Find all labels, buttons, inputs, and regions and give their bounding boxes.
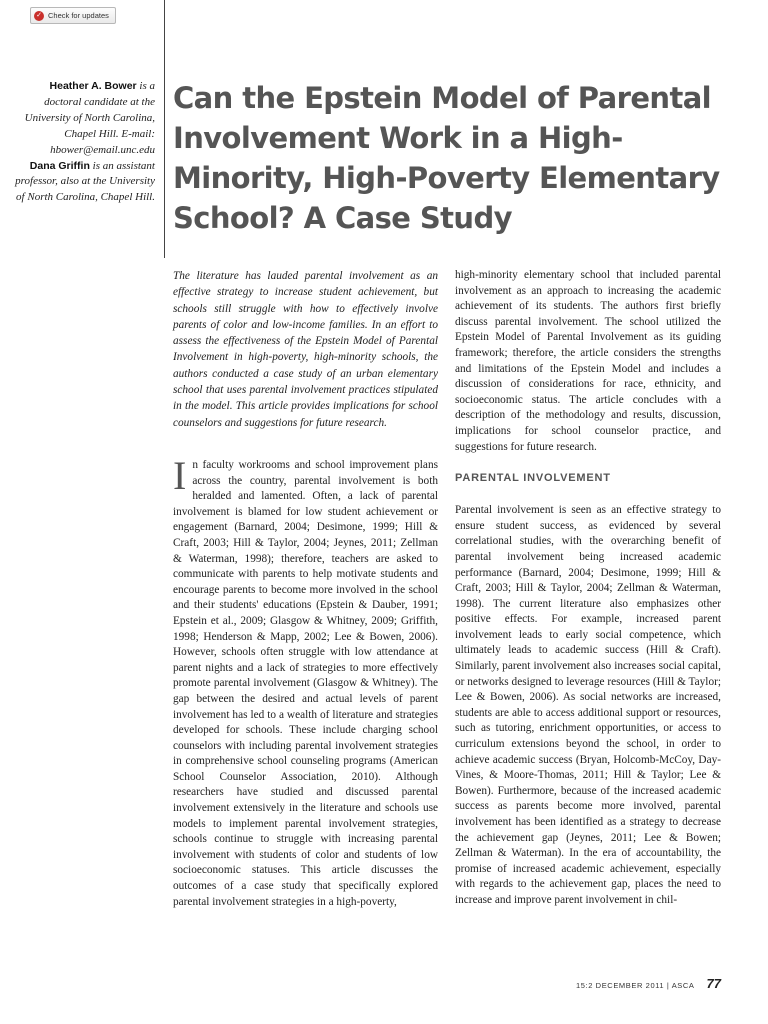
body-column-right — [455, 268, 721, 909]
section-paragraph: Parental involvement is seen as an effective strategy to ensure student success, as evidenced by several correlational studies, with the overarching benefit of parental involvement being increased academic performance (Barnard, 2004; Desimone, 1999; Hill & Craft, 2003; Hill & Taylor, 2004; Zellman & Waterman, 1998). The current literature also emphasizes other positive effects. For example, increased parent involvement leads to early social competence, which ultimately leads to academic success (Hill & Craft). Similarly, parent involvement also increases social capital, or networks designed to leverage resources (Hill & Taylor; Lee & Bowen, 2006). As social networks are increased, students are able to access additional support or resources, such as tutoring, enrichment opportunities, or access to curriculum extensions beyond the school, in order to achieve academic success (Bryan, Holcomb-McCoy, Day-Vines, & Moore-Thomas, 2011; Hill & Taylor; Lee & Bowen). Furthermore, because of the increased academic success as parents become more involved, parental involvement has been identified as a strategy to decrease the achievement gap (Jeynes, 2011; Lee & Bowen; Zellman & Waterman). In the era of accountability, the promise of increased academic achievement, especially with regards to the achievement gap, places the need to increase and improve parent involvement in chil- — [455, 504, 721, 906]
page-number: 77 — [706, 976, 721, 991]
abstract: The literature has lauded parental involvement as an effective strategy to increase student achievement, but schools still struggle with how to effectively involve parents of color and low-income families. In an effort to assess the effectiveness of the Epstein Model of Parental Involvement in high-poverty, high-minority schools, the authors conducted a case study of an urban elementary school that uses parental involvement practices stipulated in the model. This article provides implications for school counselors and suggestions for future research. — [173, 270, 438, 429]
check-for-updates-button[interactable] — [30, 7, 116, 24]
section-heading: PARENTAL INVOLVEMENT — [455, 472, 611, 485]
author-notes — [15, 79, 155, 206]
page-footer — [576, 976, 721, 991]
column-divider — [164, 0, 165, 258]
body-column-left — [173, 453, 438, 910]
intro-text: n faculty workrooms and school improvement plans across the country, parental involvement is both heralded and lamented. Often, a lack of parental involvement is blamed for low student achievement or engagement (Barnard, 2004; Desimone, 1999; Hill & Craft, 2003; Hill & Taylor, 2004; Jeynes, 2011; Zellman & Waterman, 1998); therefore, teachers are asked to communicate with parents to help motivate students and encourage parents to become more involved in the school and their students' educations (Epstein & Dauber, 1991; Epstein et al., 2009; Glasgow & Whitney, 2009; Griffith, 1998; Henderson & Mapp, 2002; Lee & Bowen, 2006). However, schools often struggle with low attendance at parent nights and a lack of strategies to more effectively promote parental involvement (Glasgow & Whitney). The gap between the desired and actual levels of parent involvement has led to a wealth of literature and strategies developed for schools. These include charging school counselors with including parental involvement strategies in comprehensive school counseling programs (American School Counselor Association, 2010). Although researchers have studied and discussed parental involvement extensively in the literature and schools use models to implement parental involvement strategies, schools continue to struggle with increasing parental involvement with students of color and students of low socioeconomic statuses. This article discusses the outcomes of a case study that specifically explored parental involvement strategies in a high-poverty, — [173, 459, 438, 908]
drop-cap: I — [173, 453, 187, 498]
author-name: Dana Griffin — [29, 159, 90, 172]
crossmark-icon: ✓ — [34, 11, 44, 21]
intro-paragraph-continued: high-minority elementary school that included parental involvement as an approach to increasing the academic achievement of its students. The authors first briefly discuss parental involvement. The school utilized the Epstein Model of Parental Involvement as its guiding framework; therefore, the article considers the strengths and limitations of the Epstein Model and includes a discussion of considerations for race, ethnicity, and socioeconomic status. The article concludes with a description of the methodology and results, discussion, implications for school counselor practice, and suggestions for future research. — [455, 269, 721, 453]
intro-paragraph — [173, 453, 438, 910]
article-title: Can the Epstein Model of Parental Involvement Work in a High-Minority, High-Poverty Elementary School? A Case Study — [173, 81, 720, 235]
author-description: is an assistant professor, also at the University of North Carolina, Chapel Hill. — [15, 159, 155, 204]
author-name: Heather A. Bower — [49, 80, 137, 92]
journal-issue: 15:2 DECEMBER 2011 | ASCA — [576, 981, 695, 990]
author-description: is a doctoral candidate at the University of North Carolina, Chapel Hill. E-mail: hbower@email.unc.edu — [24, 80, 155, 156]
check-for-updates-label: Check for updates — [48, 11, 109, 20]
